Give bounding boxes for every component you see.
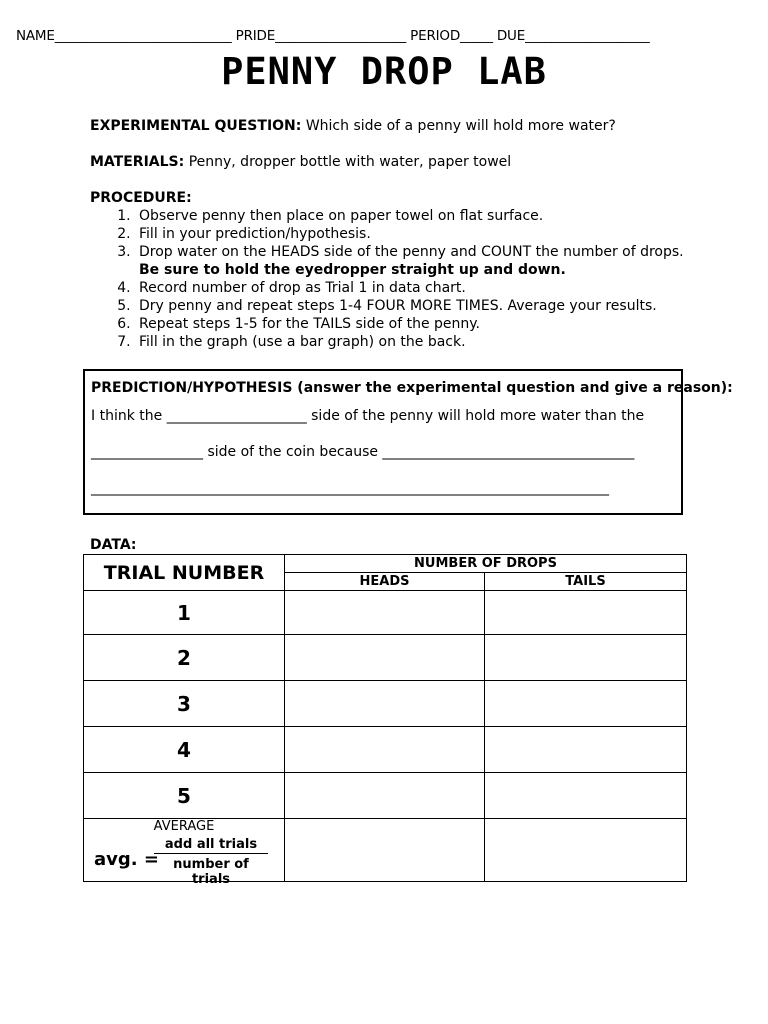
trial-number: 5 xyxy=(84,773,285,819)
materials-label: MATERIALS: xyxy=(90,154,185,170)
trial-number: 1 xyxy=(84,591,285,635)
prediction-line-2[interactable]: ________________ side of the coin because ____________________________________ xyxy=(91,444,635,460)
table-row xyxy=(84,635,687,681)
tails-header: TAILS xyxy=(485,573,687,591)
trial-number: 3 xyxy=(84,681,285,727)
heads-average-cell[interactable] xyxy=(285,819,485,882)
header-fields: NAME___________________________ PRIDE____________________ PERIOD_____ DUE___________________ xyxy=(16,28,650,44)
heads-cell[interactable] xyxy=(285,591,485,635)
procedure-step: 2. Fill in your prediction/hypothesis. xyxy=(135,225,730,243)
prediction-line-3[interactable]: __________________________________________________________________________ xyxy=(91,480,609,496)
average-row xyxy=(84,819,687,882)
tails-cell[interactable] xyxy=(485,591,687,635)
question-text: Which side of a penny will hold more water? xyxy=(305,118,616,134)
procedure-list xyxy=(90,207,730,351)
experimental-question xyxy=(90,117,616,135)
tails-average-cell[interactable] xyxy=(485,819,687,882)
tails-cell[interactable] xyxy=(485,681,687,727)
table-row xyxy=(84,591,687,635)
heads-cell[interactable] xyxy=(285,773,485,819)
procedure xyxy=(90,189,730,351)
prediction-heading: PREDICTION/HYPOTHESIS (answer the experimental question and give a reason): xyxy=(91,380,733,396)
page-title: PENNY DROP LAB xyxy=(221,50,547,93)
avg-denominator: number of trials xyxy=(173,857,249,887)
heads-cell[interactable] xyxy=(285,681,485,727)
tails-cell[interactable] xyxy=(485,635,687,681)
table-row xyxy=(84,681,687,727)
number-of-drops-header: NUMBER OF DROPS xyxy=(285,555,687,573)
procedure-step: 4. Record number of drop as Trial 1 in data chart. xyxy=(135,279,730,297)
trial-number: 4 xyxy=(84,727,285,773)
avg-formula-lhs: avg. = xyxy=(94,849,159,870)
tails-cell[interactable] xyxy=(485,727,687,773)
procedure-step: 3. Drop water on the HEADS side of the penny and COUNT the number of drops. Be sure to hold the eyedropper straight up and down. xyxy=(135,243,730,279)
heads-cell[interactable] xyxy=(285,727,485,773)
average-label-cell xyxy=(84,819,285,887)
trial-number-header: TRIAL NUMBER xyxy=(84,555,285,591)
procedure-step: 5. Dry penny and repeat steps 1-4 FOUR MORE TIMES. Average your results. xyxy=(135,297,730,315)
data-label: DATA: xyxy=(90,537,137,553)
heads-header: HEADS xyxy=(285,573,485,591)
procedure-label: PROCEDURE: xyxy=(90,190,192,206)
prediction-box xyxy=(83,369,733,515)
avg-formula-fraction xyxy=(154,837,268,887)
procedure-step: 7. Fill in the graph (use a bar graph) on the back. xyxy=(135,333,730,351)
table-row xyxy=(84,727,687,773)
prediction-line-1[interactable]: I think the ____________________ side of the penny will hold more water than the xyxy=(91,408,645,424)
avg-numerator: add all trials xyxy=(154,837,268,854)
table-row xyxy=(84,773,687,819)
trial-number: 2 xyxy=(84,635,285,681)
data-table xyxy=(83,554,687,887)
average-label: AVERAGE xyxy=(153,819,215,834)
procedure-step-note: Be sure to hold the eyedropper straight up and down. xyxy=(139,262,566,278)
procedure-step: 1. Observe penny then place on paper towel on flat surface. xyxy=(135,207,730,225)
question-label: EXPERIMENTAL QUESTION: xyxy=(90,118,302,134)
procedure-step: 6. Repeat steps 1-5 for the TAILS side of the penny. xyxy=(135,315,730,333)
materials-text: Penny, dropper bottle with water, paper towel xyxy=(188,154,512,170)
heads-cell[interactable] xyxy=(285,635,485,681)
tails-cell[interactable] xyxy=(485,773,687,819)
materials xyxy=(90,153,511,171)
